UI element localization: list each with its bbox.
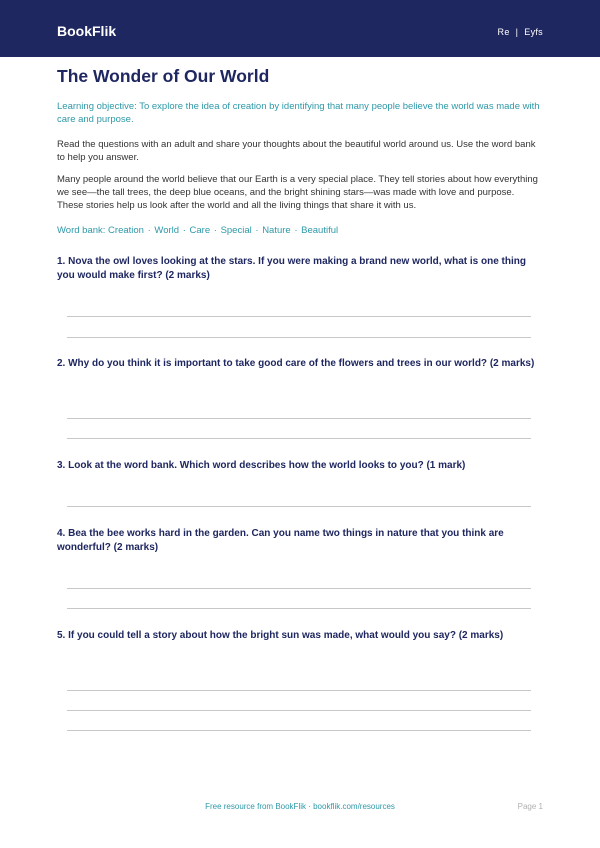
answer-line[interactable] xyxy=(67,316,531,317)
answer-line[interactable] xyxy=(67,337,531,338)
answer-line[interactable] xyxy=(67,588,531,589)
word-bank: Word bank: Creation · World · Care · Special · Nature · Beautiful xyxy=(57,225,339,236)
page-number: Page 1 xyxy=(517,802,543,811)
word-bank-word: World xyxy=(154,225,180,236)
answer-line[interactable] xyxy=(67,608,531,609)
word-bank-word: Special xyxy=(220,225,252,236)
word-bank-word: Beautiful xyxy=(301,225,339,236)
question-text: 1. Nova the owl loves looking at the stars. If you were making a brand new world, what is one thing you would make first? (2 marks) xyxy=(57,256,526,281)
answer-line[interactable] xyxy=(67,418,531,419)
answer-line[interactable] xyxy=(67,690,531,691)
footer-credit-link[interactable]: Free resource from BookFlik · bookflik.com/resources xyxy=(205,802,395,811)
question-5 xyxy=(57,629,543,643)
worksheet-title: The Wonder of Our World xyxy=(57,66,270,86)
question-text: 2. Why do you think it is important to take good care of the flowers and trees in our world? (2 marks) xyxy=(57,358,535,369)
subject-label: Re xyxy=(497,27,510,37)
answer-line[interactable] xyxy=(67,710,531,711)
answer-line[interactable] xyxy=(67,730,531,731)
question-1 xyxy=(57,255,543,283)
question-text: 4. Bea the bee works hard in the garden. Can you name two things in nature that you think are wonderful? (2 marks) xyxy=(57,528,504,553)
learning-objective: Learning objective: To explore the idea of creation by identifying that many people believe the world was made with care and purpose. xyxy=(57,101,540,125)
level-label: Eyfs xyxy=(524,27,543,37)
question-2 xyxy=(57,357,543,371)
answer-line[interactable] xyxy=(67,438,531,439)
intro-section xyxy=(57,100,543,237)
word-bank-word: Creation xyxy=(108,225,144,236)
question-text: 3. Look at the word bank. Which word describes how the world looks to you? (1 mark) xyxy=(57,460,466,471)
header-separator: | xyxy=(515,27,519,37)
header-meta xyxy=(498,27,543,37)
brand-logo[interactable]: BookFlik xyxy=(57,23,117,39)
word-bank-word: Care xyxy=(189,225,211,236)
question-4 xyxy=(57,527,543,555)
answer-line[interactable] xyxy=(67,506,531,507)
question-3 xyxy=(57,459,543,473)
word-bank-word: Nature xyxy=(262,225,291,236)
page-header xyxy=(0,0,600,57)
intro-paragraph: Many people around the world believe that our Earth is a very special place. They tell stories about how everything we see—the tall trees, the deep blue oceans, and the bright shining stars—was made with love and purpose. These stories help us look after the world and all the living things that share it with us. xyxy=(57,174,538,211)
word-bank-label: Word bank: xyxy=(57,225,106,236)
instructions-text: Read the questions with an adult and share your thoughts about the beautiful world around us. Use the word bank to help you answer. xyxy=(57,139,536,163)
question-text: 5. If you could tell a story about how the bright sun was made, what would you say? (2 marks) xyxy=(57,630,504,641)
